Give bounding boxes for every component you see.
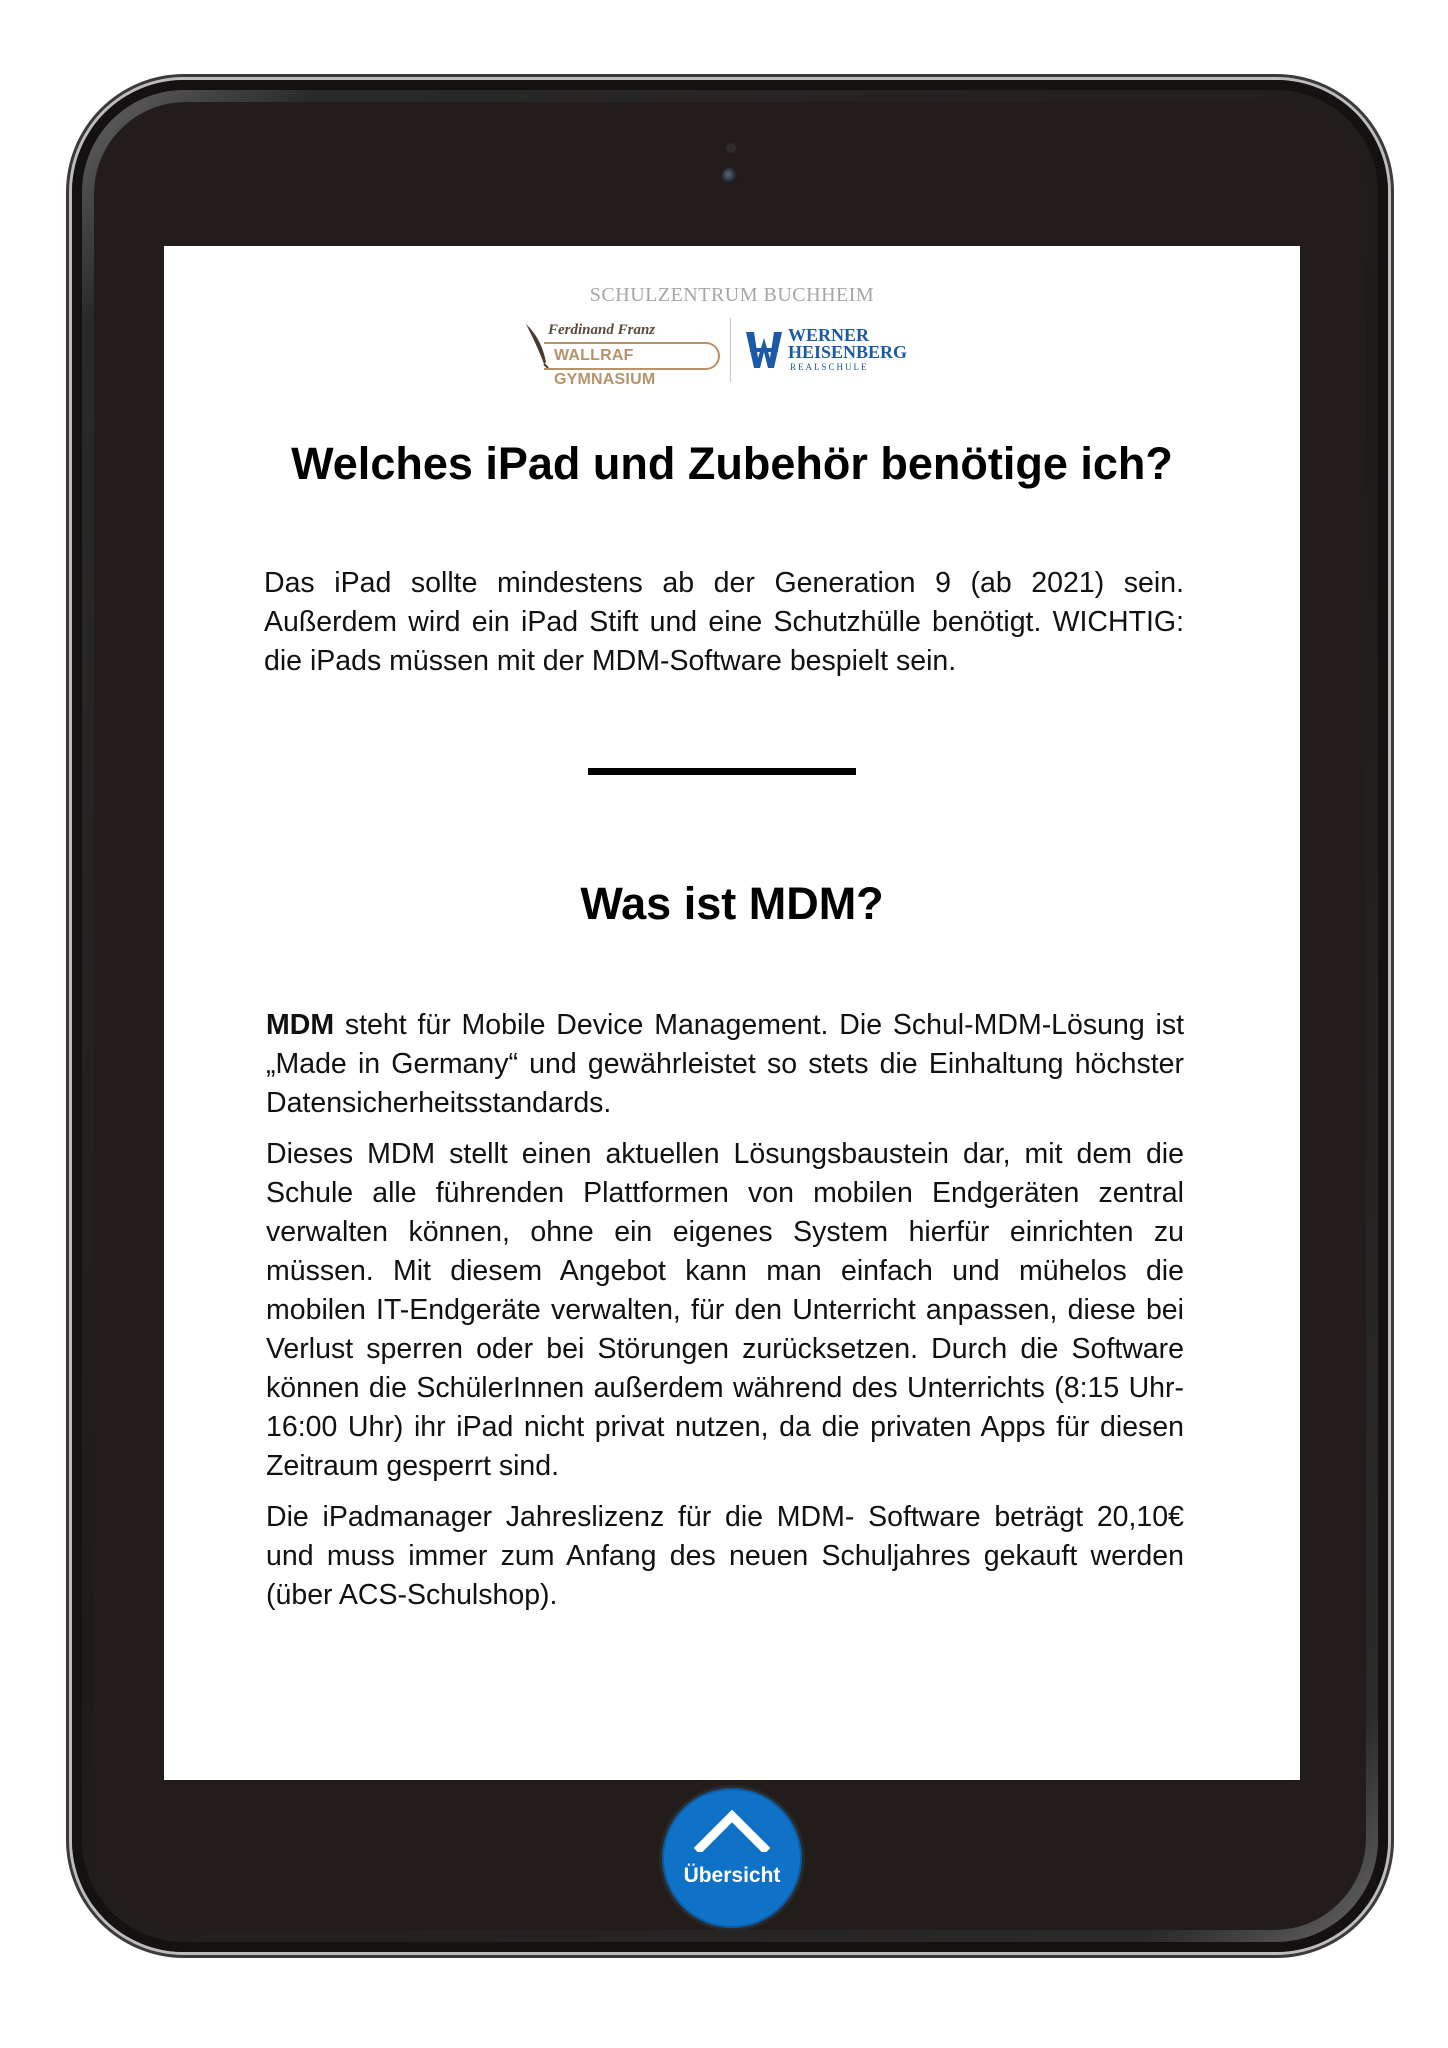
heisenberg-mark-icon bbox=[744, 328, 784, 372]
logo-right-line3: REALSCHULE bbox=[790, 362, 869, 372]
logo-row bbox=[164, 318, 1300, 388]
section2-paragraph-2: Dieses MDM stellt einen aktuellen Lösungsbaustein dar, mit dem die Schule alle führenden Plattformen von mobilen Endgeräten zentral verwalten können, ohne ein eigenes System hierfür einrichten zu müssen. Mit diesem Angebot kann man einfach und mühelos die mobilen IT-Endgeräte verwalten, für den Unterricht anpassen, diese bei Verlust sperren oder bei Störungen zurücksetzen. Durch die Software können die SchülerInnen außerdem während des Unterrichts (8:15 Uhr- 16:00 Uhr) ihr iPad nicht privat nutzen, da die privaten Apps für diesen Zeitraum gesperrt sind. bbox=[266, 1138, 1184, 1482]
logo-right-line1: WERNER bbox=[788, 325, 870, 345]
screen bbox=[164, 246, 1300, 1780]
section2-body bbox=[266, 1006, 1184, 1627]
section2-title: Was ist MDM? bbox=[580, 878, 884, 929]
overview-button[interactable] bbox=[659, 1785, 805, 1931]
section2-paragraph-3: Die iPadmanager Jahreslizenz für die MDM- Software beträgt 20,10€ und muss immer zum Anfang des neuen Schuljahres gekauft werden (über ACS-Schulshop). bbox=[266, 1501, 1184, 1611]
mdm-bold-term: MDM bbox=[266, 1009, 335, 1041]
section1-text: Das iPad sollte mindestens ab der Generation 9 (ab 2021) sein. Außerdem wird ein iPad Stift und eine Schutzhülle benötigt. WICHTIG: die iPads müssen mit der MDM-Software bespielt sein. bbox=[264, 567, 1184, 677]
overview-button-label: Übersicht bbox=[683, 1864, 781, 1887]
school-name: SCHULZENTRUM BUCHHEIM bbox=[589, 284, 875, 306]
section-divider bbox=[588, 768, 856, 775]
logo-left-top-text: Ferdinand Franz bbox=[548, 322, 656, 338]
section1-title: Welches iPad und Zubehör benötige ich? bbox=[291, 438, 1173, 489]
logo-divider bbox=[730, 318, 731, 382]
ambient-sensor bbox=[726, 143, 736, 153]
wallraf-gymnasium-logo bbox=[524, 322, 720, 388]
logo-left-bottom-text: WALLRAF GYMNASIUM bbox=[544, 342, 720, 370]
camera-icon bbox=[722, 168, 738, 184]
werner-heisenberg-logo bbox=[744, 326, 934, 378]
logo-right-line2: HEISENBERG bbox=[788, 342, 908, 362]
section2-paragraph-1 bbox=[266, 1006, 1184, 1123]
chevron-up-icon bbox=[694, 1810, 770, 1852]
section2-paragraph-1-text: steht für Mobile Device Management. Die Schul-MDM-Lösung ist „Made in Germany“ und gewährleistet so stets die Einhaltung höchster Datensicherheitsstandards. bbox=[266, 1009, 1184, 1119]
